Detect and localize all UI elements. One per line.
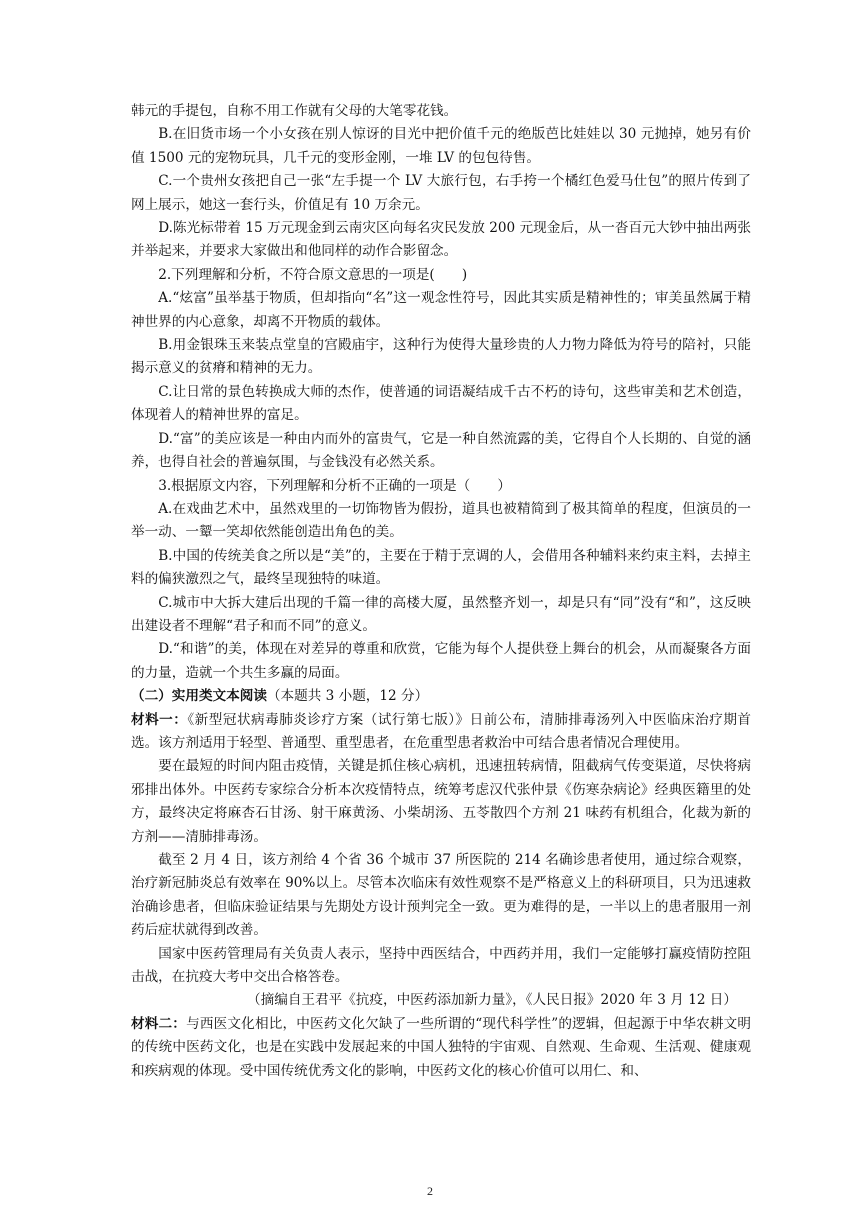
question-3: 3.根据原文内容，下列理解和分析不正确的一项是（ ） [158, 477, 511, 494]
section-heading-note: （本题共 3 小题，12 分） [266, 688, 429, 705]
material-2-text: 与西医文化相比，中医药文化欠缺了一些所谓的“现代科学性”的逻辑，但起源于中华农耕文明的传统中医药文化，也是在实践中发展起来的中国人独特的宇宙观、自然观、生命观、生活观、健康观和疾病观的体现。受中国传统优秀文化的影响，中医药文化的核心价值可以用仁、和、 [131, 1015, 752, 1079]
paragraph-option-1b: B.在旧货市场一个小女孩在别人惊讶的目光中把价值千元的绝版芭比娃娃以 30 元抛掉，她另有价值 1500 元的宠物玩具，几千元的变形金刚，一堆 LV 的包包待售。 [131, 126, 751, 166]
paragraph-option-2b: B.用金银珠玉来装点堂皇的宫殿庙宇，这种行为使得大量珍贵的人力物力降低为符号的陪衬，只能揭示意义的贫瘠和精神的无力。 [131, 337, 751, 377]
paragraph-option-a-continued: 韩元的手提包，自称不用工作就有父母的大笔零花钱。 [131, 103, 458, 119]
material-1-paragraph: 要在最短的时间内阻击疫情，关键是抓住核心病机，迅速扭转病情，阻截病气传变渠道，尽快将病邪排出体外。中医药专家综合分析本次疫情特点，统筹考虑汉代张仲景《伤寒杂病论》经典医籍里的处方，最终决定将麻杏石甘汤、射干麻黄汤、小柴胡汤、五苓散四个方剂 21 味药有机组合，化裁为新的方剂——清肺排毒汤。 [131, 758, 751, 845]
question-2: 2.下列理解和分析，不符合原文意思的一项是( ) [158, 266, 468, 283]
material-1-paragraph: 国家中医药管理局有关负责人表示，坚持中西医结合，中西药并用，我们一定能够打赢疫情防控阻击战，在抗疫大考中交出合格答卷。 [131, 945, 751, 986]
paragraph-option-3d: D.“和谐”的美，体现在对差异的尊重和欣赏，它能为每个人提供登上舞台的机会，从而凝聚各方面的力量，造就一个共生多赢的局面。 [131, 641, 751, 681]
material-2-intro [131, 1013, 751, 1083]
paragraph-option-2d: D.“富”的美应该是一种由内而外的富贵气，它是一种自然流露的美，它得自个人长期的、自觉的涵养，也得自社会的普遍氛围，与金钱没有必然关系。 [131, 430, 751, 471]
paragraph-option-3b: B.中国的传统美食之所以是“美”的，主要在于精于烹调的人，会借用各种辅料来约束主料，去掉主料的偏狭激烈之气，最终呈现独特的味道。 [131, 547, 751, 588]
page-body [131, 100, 751, 1083]
material-2-label: 材料二： [131, 1015, 187, 1032]
material-1-intro [131, 709, 751, 756]
paragraph-option-1d: D.陈光标带着 15 万元现金到云南灾区向每名灾民发放 200 元现金后，从一沓百元大钞中抽出两张并举起来，并要求大家做出和他同样的动作合影留念。 [131, 220, 751, 260]
material-1-label: 材料一： [131, 711, 188, 728]
paragraph-option-2a: A.“炫富”虽举基于物质，但却指向“名”这一观念性符号，因此其实质是精神性的；审美虽然属于精神世界的内心意象，却离不开物质的载体。 [131, 290, 751, 330]
section-heading-title: （二）实用类文本阅读 [131, 688, 267, 705]
material-1-paragraph: 截至 2 月 4 日，该方剂给 4 个省 36 个城市 37 所医院的 214 名确诊患者使用，通过综合观察，治疗新冠肺炎总有效率在 90%以上。尽管本次临床有效性观察不是严格意义上的科研项目，只为迅速救治确诊患者，但临床验证结果与先期处方设计预判完全一致。更为难得的是，一半以上的患者服用一剂药后症状就得到改善。 [131, 852, 751, 939]
material-1-text: 《新型冠状病毒肺炎诊疗方案（试行第七版）》日前公布，清肺排毒汤列入中医临床治疗期首选。该方剂适用于轻型、普通型、重型患者，在危重型患者救治中可结合患者情况合理使用。 [131, 711, 752, 751]
paragraph-option-2c: C.让日常的景色转换成大师的杰作，使普通的词语凝结成千古不朽的诗句，这些审美和艺术创造，体现着人的精神世界的富足。 [131, 383, 751, 424]
paragraph-option-3a: A.在戏曲艺术中，虽然戏里的一切饰物皆为假扮，道具也被精简到了极其简单的程度，但演员的一举一动、一颦一笑却依然能创造出角色的美。 [131, 500, 751, 541]
material-1-source: （摘编自王君平《抗疫，中医药添加新力量》，《人民日报》2020 年 3 月 12 日） [247, 992, 737, 1009]
page-number: 2 [427, 1184, 433, 1198]
paragraph-option-3c: C.城市中大拆大建后出现的千篇一律的高楼大厦，虽然整齐划一，却是只有“同”没有“和”，这反映出建设者不理解“君子和而不同”的意义。 [131, 594, 751, 634]
section-heading [131, 685, 751, 708]
paragraph-option-1c: C.一个贵州女孩把自己一张“左手提一个 LV 大旅行包，右手挎一个橘红色爱马仕包”的照片传到了网上展示，她这一套行头，价值足有 10 万余元。 [131, 173, 751, 213]
